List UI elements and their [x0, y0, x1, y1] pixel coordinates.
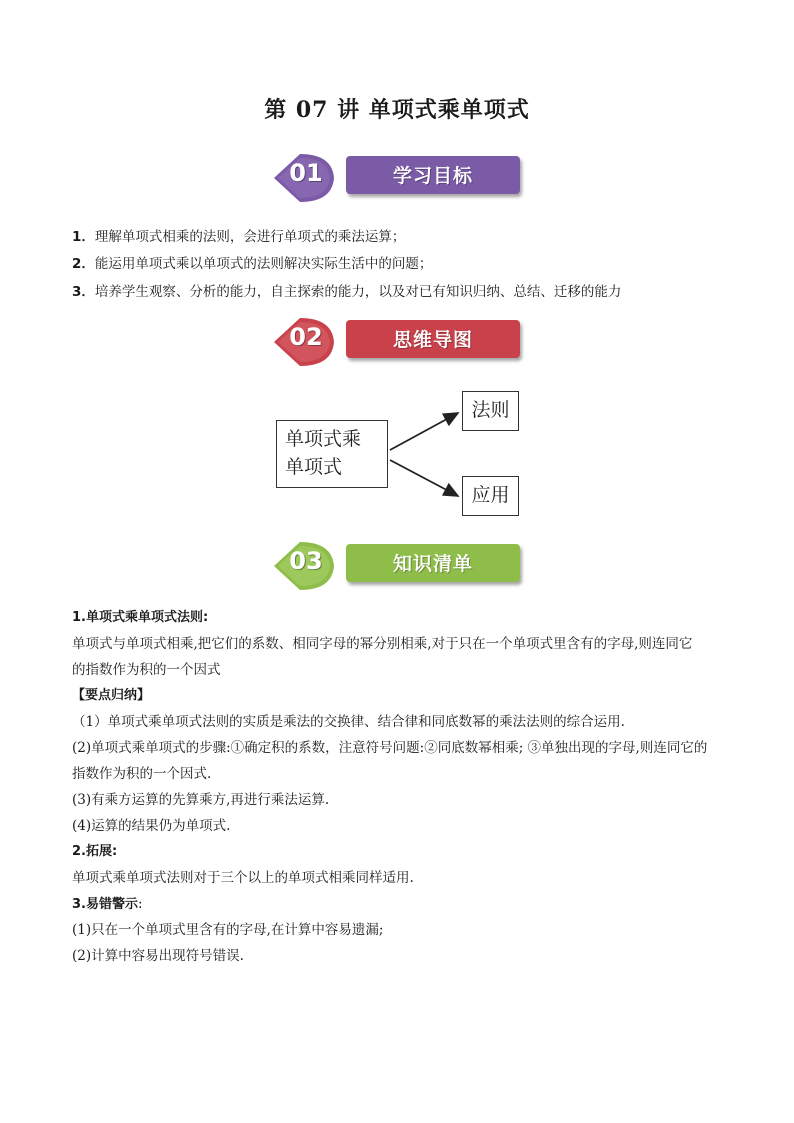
- knowledge-text: (1)只在一个单项式里含有的字母,在计算中容易遗漏;: [72, 922, 384, 938]
- section-number: 02: [289, 323, 323, 351]
- knowledge-text: 单项式与单项式相乘,把它们的系数、相同字母的幂分别相乘,对于只在一个单项式里含有的字母,则连同它: [72, 636, 693, 652]
- objective-item: 3．培养学生观察、分析的能力，自主探索的能力，以及对已有知识归纳、总结、迁移的能力: [72, 284, 622, 300]
- key-points-heading: 【要点归纳】: [72, 688, 151, 703]
- section-banner-03: [270, 540, 530, 590]
- knowledge-text: 指数作为积的一个因式.: [72, 766, 212, 782]
- knowledge-text: (2)计算中容易出现符号错误.: [72, 948, 244, 964]
- mindmap-root-node: 单项式乘 单项式: [276, 420, 388, 488]
- page-title: 第 07 讲 单项式乘单项式: [264, 97, 530, 123]
- objective-item: 1．理解单项式相乘的法则，会进行单项式的乘法运算；: [72, 229, 406, 245]
- mindmap-node-rule: 法则: [462, 391, 519, 431]
- objective-item: 2．能运用单项式乘以单项式的法则解决实际生活中的问题；: [72, 256, 433, 272]
- knowledge-text: (3)有乘方运算的先算乘方,再进行乘法运算.: [72, 792, 330, 808]
- section-label: 知识清单: [392, 553, 473, 575]
- knowledge-list: [72, 605, 732, 969]
- section-label: 思维导图: [392, 329, 473, 351]
- knowledge-text: (4)运算的结果仍为单项式.: [72, 818, 231, 834]
- mindmap-node-application: 应用: [462, 476, 519, 516]
- knowledge-text: （1）单项式乘单项式法则的实质是乘法的交换律、结合律和同底数幂的乘法法则的综合运用.: [72, 714, 625, 730]
- section-number: 03: [289, 547, 323, 575]
- mindmap-arrows: [380, 400, 470, 510]
- section-banner-01: [270, 152, 530, 202]
- knowledge-text: (2)单项式乘单项式的步骤:①确定积的系数，注意符号问题:②同底数幂相乘; ③单独出现的字母,则连同它的: [72, 740, 708, 756]
- knowledge-heading: 2.拓展:: [72, 844, 118, 859]
- knowledge-text: 的指数作为积的一个因式: [72, 662, 221, 678]
- knowledge-heading-row: 3.易错警示:: [72, 896, 143, 912]
- section-banner-02: [270, 316, 530, 366]
- section-number: 01: [289, 159, 323, 187]
- section-label: 学习目标: [392, 165, 473, 187]
- knowledge-text: 单项式乘单项式法则对于三个以上的单项式相乘同样适用.: [72, 870, 414, 886]
- knowledge-heading: 1.单项式乘单项式法则:: [72, 610, 209, 625]
